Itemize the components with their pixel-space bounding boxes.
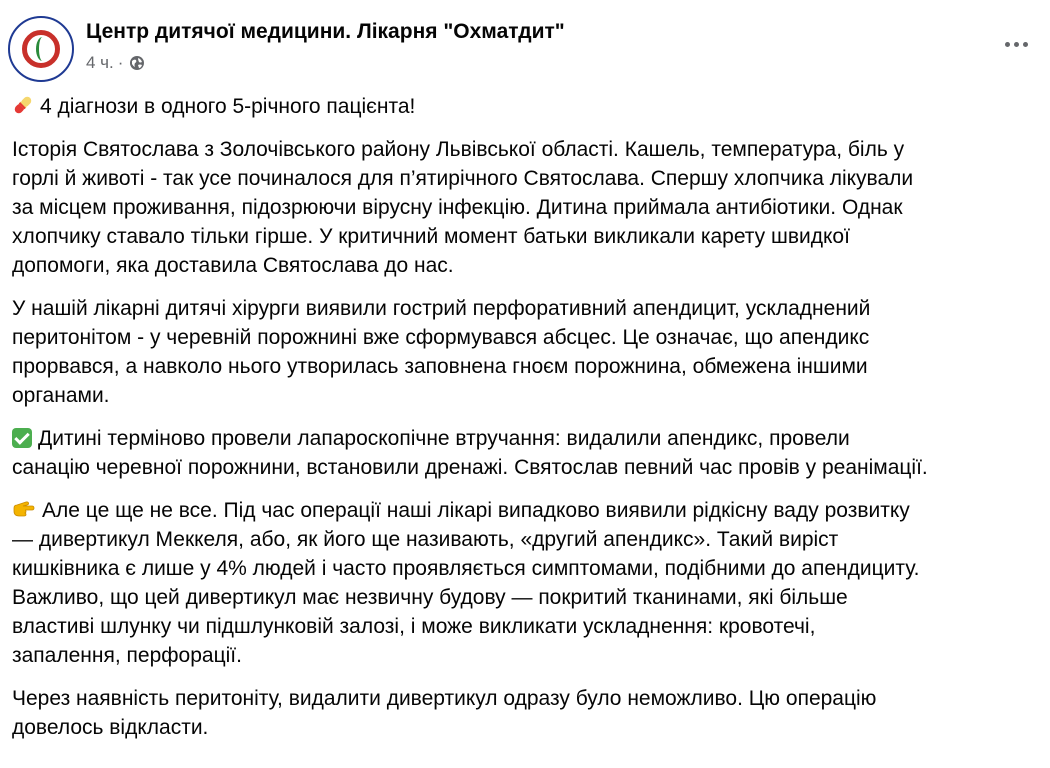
page-avatar[interactable] [8, 16, 74, 82]
text-line: перитонітом - у черевній порожнині вже сформувався абсцес. Це означає, що апендикс [12, 326, 870, 349]
headline-text: 4 діагнози в одного 5-річного пацієнта! [40, 95, 416, 118]
more-dot [1014, 42, 1019, 47]
text-line: Але це ще не все. Під час операції наші лікарі випадково виявили рідкісну ваду розвитку [42, 499, 910, 522]
text-line: Дитині терміново провели лапароскопічне втручання: видалили апендикс, провели [38, 427, 850, 450]
globe-icon[interactable] [129, 55, 145, 71]
post-time[interactable]: 4 ч. [86, 53, 114, 72]
page-name-link[interactable]: Центр дитячої медицини. Лікарня "Охматдит" [86, 20, 565, 43]
more-horizontal-icon [1005, 42, 1010, 47]
post-meta [86, 53, 145, 73]
text-line: санацію черевної порожнини, встановили дренажі. Святослав певний час провів у реанімації. [12, 456, 928, 479]
text-line: довелось відкласти. [12, 716, 209, 739]
text-line: У нашій лікарні дитячі хірурги виявили гострий перфоративний апендицит, ускладнений [12, 297, 871, 320]
text-line: за місцем проживання, підозрюючи вірусну інфекцію. Дитина приймала антибіотики. Однак [12, 196, 903, 219]
text-line: допомоги, яка доставила Святослава до нас. [12, 254, 454, 277]
text-line: горлі й животі - так усе починалося для п’ятирічного Святослава. Спершу хлопчика лікували [12, 167, 914, 190]
text-line: властиві шлунку чи підшлунковій залозі, і може викликати ускладнення: кровотечі, [12, 615, 816, 638]
ohmatdyt-logo-icon [22, 30, 60, 68]
post-headline [12, 92, 1050, 121]
text-line: кишківника є лише у 4% людей і часто проявляється симптомами, подібними до апендициту. [12, 557, 920, 580]
pill-icon [12, 94, 34, 116]
paragraph-5 [12, 684, 1050, 742]
post-text [12, 92, 1050, 756]
text-line: Через наявність перитоніту, видалити дивертикул одразу було неможливо. Цю операцію [12, 687, 877, 710]
pointing-hand-icon [12, 498, 36, 520]
paragraph-1 [12, 135, 1050, 280]
more-options-button[interactable] [1000, 34, 1032, 54]
meta-separator: · [117, 53, 124, 72]
text-line: хлопчику ставало тільки гірше. У критичний момент батьки викликали карету швидкої [12, 225, 850, 248]
post-header [8, 8, 1038, 78]
text-line: запалення, перфорації. [12, 644, 242, 667]
more-dot [1023, 42, 1028, 47]
text-line: прорвався, а навколо нього утворилась заповнена гноєм порожнина, обмежена іншими [12, 355, 868, 378]
text-line: органами. [12, 384, 110, 407]
text-line: — дивертикул Меккеля, або, як його ще називають, «другий апендикс». Такий виріст [12, 528, 839, 551]
text-line: Історія Святослава з Золочівського району Львівської області. Кашель, температура, біль у [12, 138, 905, 161]
paragraph-3 [12, 424, 1050, 482]
paragraph-4 [12, 496, 1050, 670]
text-line: Важливо, що цей дивертикул має незвичну будову — покритий тканинами, які більше [12, 586, 848, 609]
paragraph-2 [12, 294, 1050, 410]
check-mark-icon [12, 428, 32, 448]
